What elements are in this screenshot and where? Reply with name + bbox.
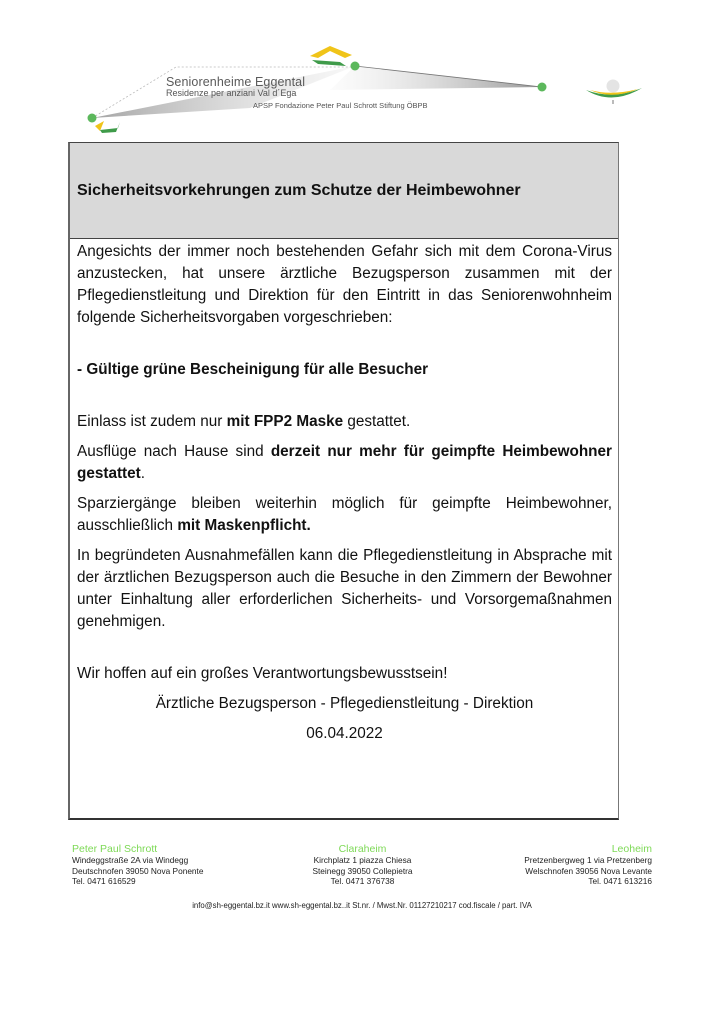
walks-text: Sparziergänge bleiben weiterhin möglich für geimpfte Heimbewohner, ausschließlich: [77, 495, 612, 534]
home-phone: Tel. 0471 616529: [72, 876, 136, 886]
notice-date: 06.04.2022: [306, 725, 383, 742]
spacer: [77, 329, 612, 359]
letterhead-logo: [0, 0, 724, 140]
entry-emphasis: mit FPP2 Maske: [226, 413, 344, 430]
trips-text: Ausflüge nach Hause sind: [77, 443, 271, 460]
home-address-1: Kirchplatz 1 piazza Chiesa: [313, 855, 412, 865]
entry-paragraph: [77, 411, 612, 433]
logo-title: Seniorenheime Eggental: [166, 75, 306, 89]
home-name: Peter Paul Schrott: [72, 843, 158, 855]
footer-home-leoheim: [524, 843, 652, 887]
logo-graphic: [0, 0, 724, 140]
walks-paragraph: [77, 493, 612, 537]
figure-head-icon: [607, 80, 620, 93]
spacer: [77, 633, 612, 663]
notice-body: [70, 239, 618, 745]
entry-text: Einlass ist zudem nur: [77, 413, 227, 430]
logo-wedge-right: [330, 66, 542, 90]
footer-home-peter-paul-schrott: [72, 843, 203, 887]
notice-header: [70, 143, 618, 239]
trips-text-end: .: [140, 465, 145, 482]
exceptions-paragraph: In begründeten Ausnahmefällen kann die Pflegedienstleitung in Absprache mit der ärztlichen Bezugsperson auch die Besuche in den Zimmern der Bewohner unter Einhaltung aller erforderlichen Sicherheits- und Vorsorgemaßnahmen genehmigen.: [77, 547, 612, 630]
intro-paragraph: Angesichts der immer noch bestehenden Gefahr sich mit dem Corona-Virus anzustecken, hat unsere ärztliche Bezugsperson zusammen mit der Pflegedienstleitung und Direktion für den Eintritt in das Seniorenwohnheim folgende Sicherheitsvorgaben vorgeschrieben:: [77, 243, 612, 326]
home-name: Claraheim: [338, 843, 387, 855]
home-address-2: Steinegg 39050 Collepietra: [312, 865, 413, 876]
home-phone: Tel. 0471 613216: [588, 876, 652, 886]
home-name: Leoheim: [611, 843, 652, 855]
logo-dot-top: [351, 62, 360, 71]
logo-subtitle: Residenze per anziani Val d´Ega: [166, 88, 297, 98]
logo-dot-left: [88, 114, 97, 123]
footer-contact-line: info@sh-eggental.bz.it www.sh-eggental.bz..it St.nr. / Mwst.Nr. 01127210217 cod.fiscale / part. IVA: [192, 901, 532, 910]
trips-emphasis: derzeit nur mehr für geimpfte Heimbewohner gestattet: [77, 443, 612, 482]
notice-heading: Sicherheitsvorkehrungen zum Schutze der Heimbewohner: [77, 181, 521, 199]
left-emblem-yellow-icon: [95, 121, 104, 131]
left-emblem-green-icon: [100, 122, 120, 133]
closing-line: Wir hoffen auf ein großes Verantwortungsbewusstsein!: [77, 665, 448, 682]
signature-line: Ärztliche Bezugsperson - Pflegedienstleitung - Direktion: [155, 695, 534, 712]
house-base-icon: [312, 60, 346, 66]
logo-foundation: APSP Fondazione Peter Paul Schrott Stiftung ÖBPB: [253, 101, 428, 110]
house-roof-icon: [310, 46, 352, 58]
entry-text-end: gestattet.: [343, 413, 411, 430]
trips-paragraph: [77, 441, 612, 485]
home-address-2: Welschnofen 39056 Nova Levante: [525, 865, 652, 876]
spacer: [77, 381, 612, 411]
home-address-1: Windeggstraße 2A via Windegg: [72, 855, 189, 865]
home-address-1: Pretzenbergweg 1 via Pretzenberg: [524, 855, 652, 865]
home-phone: Tel. 0471 376738: [330, 876, 395, 886]
logo-dot-right: [538, 83, 547, 92]
notice-box: [68, 142, 619, 820]
walks-emphasis: mit Maskenpflicht.: [177, 517, 311, 534]
footer-home-claraheim: [290, 843, 435, 887]
home-address-2: Deutschnofen 39050 Nova Ponente: [72, 865, 204, 876]
requirement-bullet: - Gültige grüne Bescheinigung für alle Besucher: [77, 361, 429, 378]
